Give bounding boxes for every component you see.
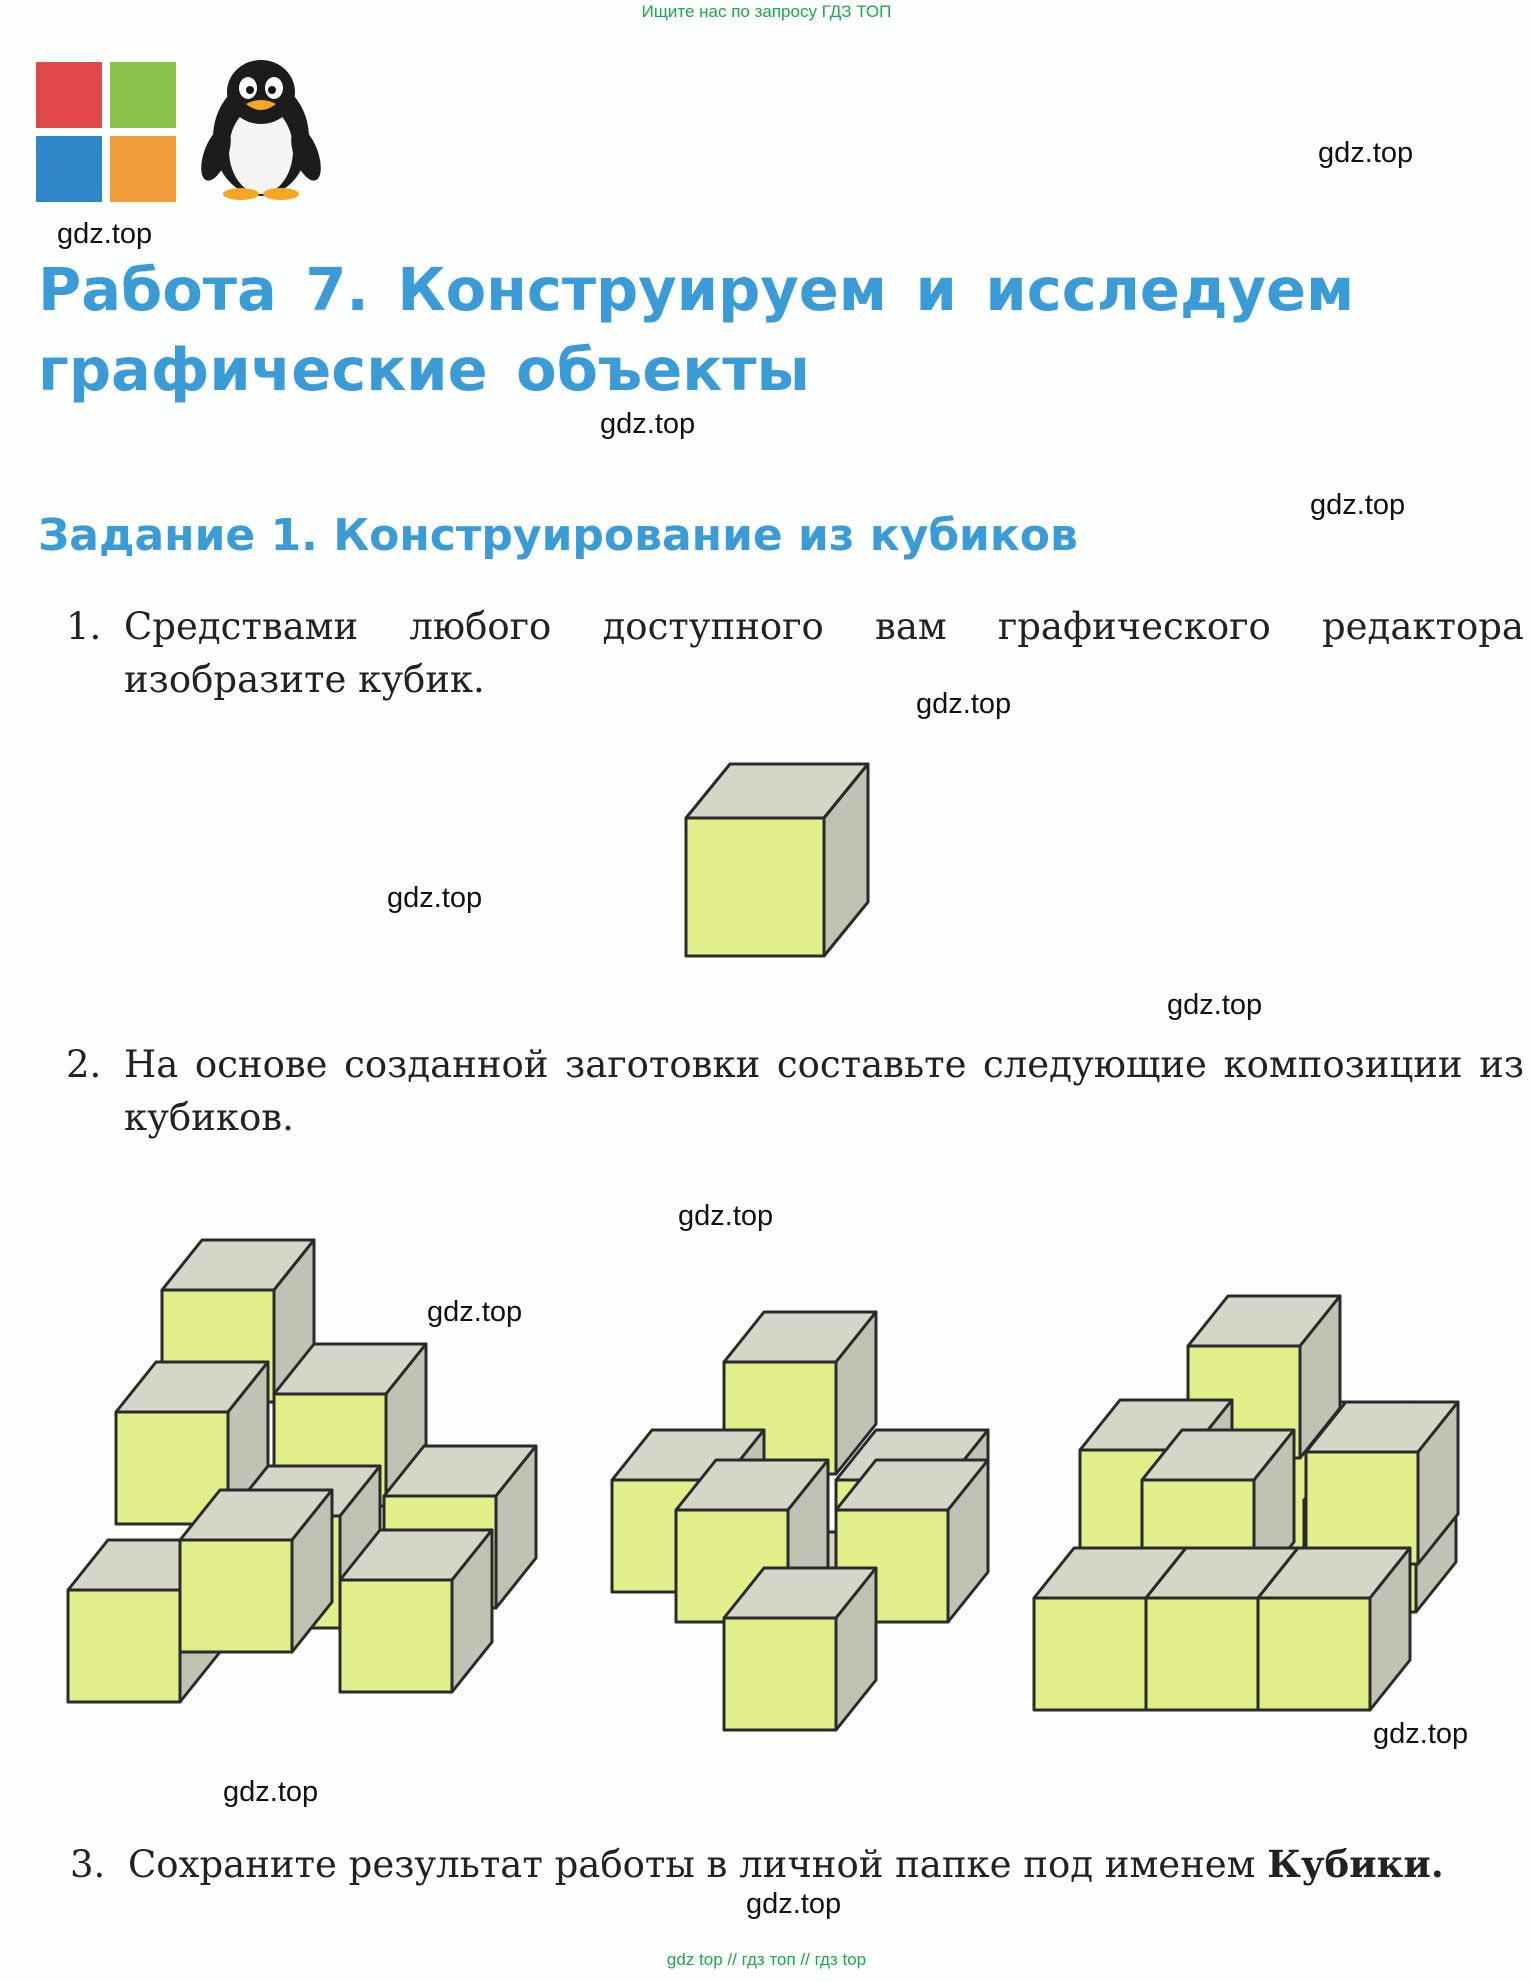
cube-front-face bbox=[180, 1540, 292, 1652]
cube bbox=[1306, 1402, 1458, 1564]
watermark: gdz.top bbox=[427, 1296, 523, 1328]
top-banner: Ищите нас по запросу ГДЗ ТОП bbox=[641, 2, 892, 21]
watermark: gdz.top bbox=[1167, 989, 1263, 1021]
watermark: gdz.top bbox=[600, 408, 696, 440]
step-3-body bbox=[128, 1838, 1528, 1891]
cube bbox=[1258, 1548, 1410, 1710]
step-text: На основе созданной заготовки составьте следующие композиции из кубиков. bbox=[124, 1043, 1524, 1139]
cube bbox=[724, 1568, 876, 1730]
watermark: gdz.top bbox=[916, 688, 1012, 720]
cube bbox=[340, 1530, 492, 1692]
watermark: gdz.top bbox=[223, 1776, 319, 1808]
watermark: gdz.top bbox=[746, 1888, 842, 1920]
watermark: gdz.top bbox=[1318, 137, 1414, 169]
step-3 bbox=[70, 1838, 1526, 1958]
cube bbox=[180, 1490, 332, 1652]
cube-front-face bbox=[340, 1580, 452, 1692]
watermark: gdz.top bbox=[57, 218, 153, 250]
footer-links: gdz top // гдз топ // гдз top bbox=[666, 1950, 867, 1969]
step-3-filename: Кубики. bbox=[1267, 1842, 1444, 1886]
watermark: gdz.top bbox=[1373, 1718, 1469, 1750]
cube-front-face bbox=[724, 1618, 836, 1730]
step-text: Средствами любого доступного вам графического редактора изобразите кубик. bbox=[124, 605, 1524, 701]
step-text: Сохраните результат работы в личной папке под именем bbox=[128, 1843, 1268, 1886]
step-number: 2. bbox=[66, 1043, 102, 1086]
cube-front-face bbox=[1146, 1598, 1258, 1710]
step-number: 3. bbox=[70, 1843, 106, 1886]
watermark: gdz.top bbox=[678, 1200, 774, 1232]
watermark: gdz.top bbox=[387, 882, 483, 914]
page-title: Работа 7. Конструируем и исследуем графические объекты bbox=[38, 255, 1355, 404]
watermark: gdz.top bbox=[1310, 489, 1406, 521]
cube-front-face bbox=[1258, 1598, 1370, 1710]
cube-front-face bbox=[1034, 1598, 1146, 1710]
cube-front-face bbox=[68, 1590, 180, 1702]
task-title: Задание 1. Конструирование из кубиков bbox=[38, 510, 1078, 561]
step-number: 1. bbox=[66, 605, 102, 648]
